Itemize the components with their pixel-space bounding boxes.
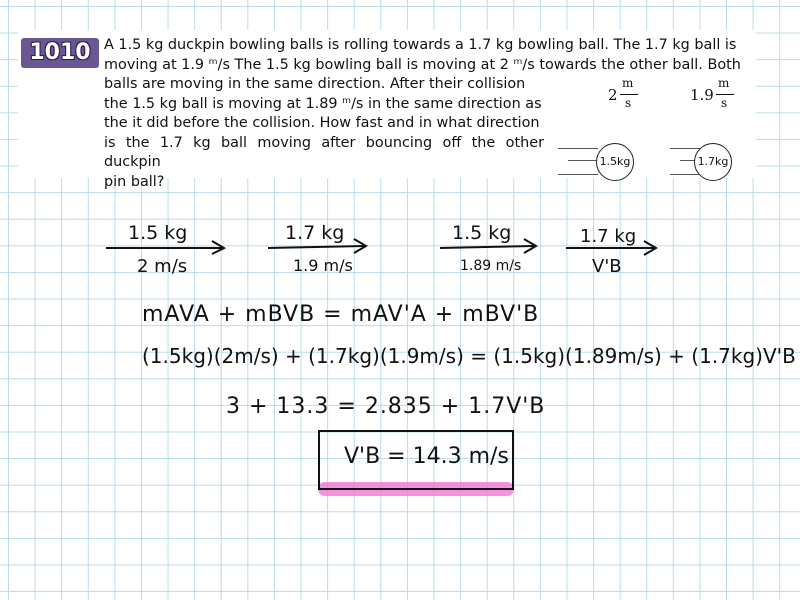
arrow-2-line <box>268 236 372 254</box>
simplified-equation: 3 + 13.3 = 2.835 + 1.7V'B <box>226 394 546 419</box>
arrow-3-mass: 1.5 kg <box>452 222 512 244</box>
arrow-3-line <box>440 236 544 254</box>
problem-panel <box>18 30 756 190</box>
ball-a-unit-num: m <box>622 76 634 90</box>
fraction-bar <box>716 94 734 95</box>
ball-a: 1.5kg <box>596 143 634 181</box>
problem-number-badge: 1010 <box>21 38 99 68</box>
arrow-1-line <box>106 238 230 254</box>
ball-a-unit-den: s <box>625 96 632 110</box>
ball-a-speed-coef: 2 <box>608 86 618 104</box>
problem-line: A 1.5 kg duckpin bowling balls is rolling towards a 1.7 kg bowling ball. The 1.7 kg ball is <box>104 37 737 53</box>
momentum-equation: mAVA + mBVB = mAV'A + mBV'B <box>142 302 540 327</box>
ball-b-speed-coef: 1.9 <box>690 86 714 104</box>
problem-line: the it did before the collision. How fast and in what direction <box>104 115 540 131</box>
arrow-4-mass: 1.7 kg <box>580 226 637 247</box>
arrow-3-velocity: 1.89 m/s <box>460 258 522 274</box>
problem-line: is the 1.7 kg ball moving after bouncing off the other duckpin <box>104 134 544 170</box>
arrow-4-line <box>566 238 662 256</box>
problem-line: the 1.5 kg ball is moving at 1.89 ᵐ/s in the same direction as <box>104 95 542 112</box>
motion-line <box>670 174 700 175</box>
motion-line <box>568 160 596 161</box>
ball-b-unit-num: m <box>718 76 730 90</box>
arrow-2-velocity: 1.9 m/s <box>293 256 353 275</box>
motion-line <box>558 174 598 175</box>
ball-b-unit-den: s <box>721 96 728 110</box>
problem-line: moving at 1.9 ᵐ/s The 1.5 kg bowling ball is moving at 2 ᵐ/s towards the other ball. Both <box>104 56 741 73</box>
motion-line <box>670 148 700 149</box>
ball-b: 1.7kg <box>694 143 732 181</box>
collision-diagram <box>558 78 758 178</box>
arrow-4-velocity: V'B <box>592 256 622 277</box>
arrow-1-velocity: 2 m/s <box>137 256 188 277</box>
fraction-bar <box>620 94 638 95</box>
substituted-equation: (1.5kg)(2m/s) + (1.7kg)(1.9m/s) = (1.5kg)(1.89m/s) + (1.7kg)V'B <box>142 344 796 368</box>
problem-line: pin ball? <box>104 173 165 190</box>
arrow-1-mass: 1.5 kg <box>128 222 188 244</box>
motion-line <box>558 148 598 149</box>
arrow-2-mass: 1.7 kg <box>285 222 345 244</box>
final-answer: V'B = 14.3 m/s <box>344 444 509 469</box>
problem-line: balls are moving in the same direction. After their collision <box>104 76 526 92</box>
